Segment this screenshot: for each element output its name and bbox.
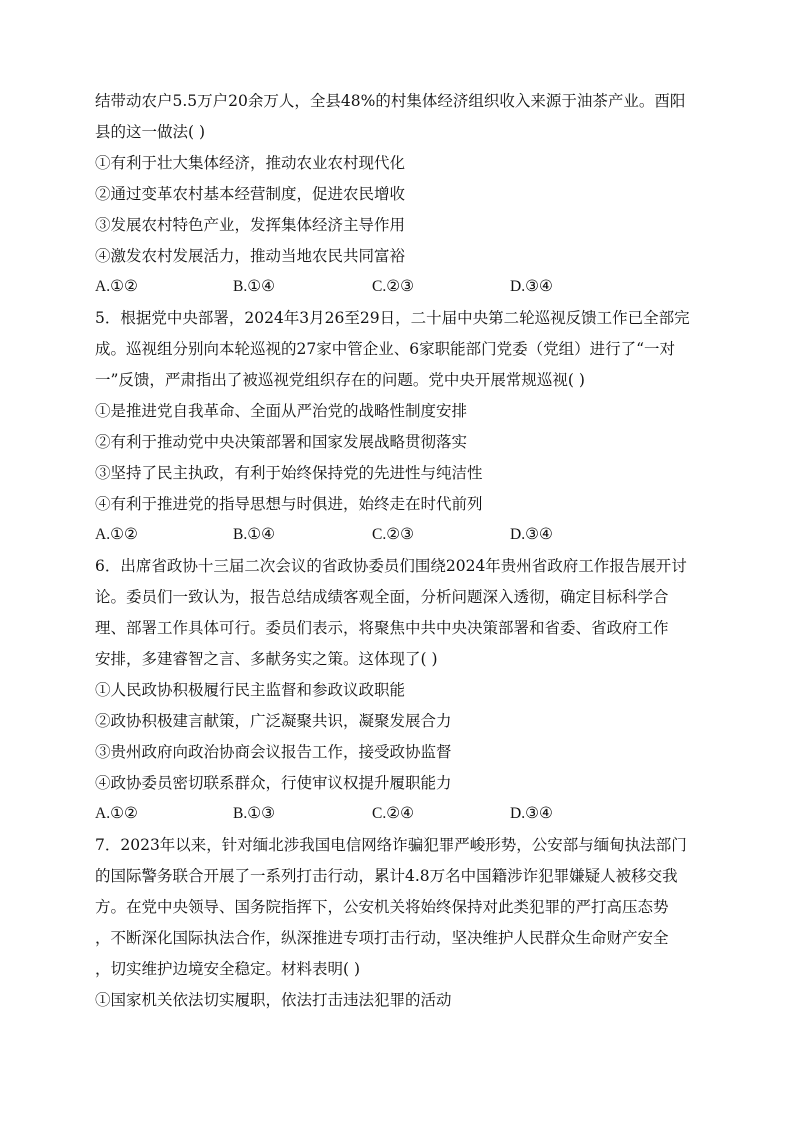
statement-option: ①有利于壮大集体经济，推动农业农村现代化 — [95, 154, 406, 172]
stem-line: 成。巡视组分别向本轮巡视的27家中管企业、6家职能部门党委（党组）进行了“一对 — [95, 340, 676, 358]
answer-choices — [95, 525, 710, 556]
question-5-stem — [95, 308, 710, 401]
question-6-stem — [95, 556, 710, 680]
stem-line: 安排，多建睿智之言、多献务实之策。这体现了( ) — [95, 650, 438, 668]
statement-option: ④有利于推进党的指导思想与时俱进，始终走在时代前列 — [95, 495, 483, 513]
stem-line: ，不断深化国际执法合作，纵深推进专项打击行动，坚决维护人民群众生命财产安全 — [95, 929, 669, 947]
choice-c[interactable]: C.②③ — [372, 278, 415, 295]
choice-d[interactable]: D.③④ — [510, 526, 553, 543]
stem-line: 的国际警务联合开展了一系列打击行动，累计4.8万名中国籍涉诈犯罪嫌疑人被移交我 — [95, 867, 678, 885]
choice-a[interactable]: A.①② — [95, 526, 138, 543]
statement-option: ④政协委员密切联系群众，行使审议权提升履职能力 — [95, 774, 452, 792]
question-6 — [95, 556, 710, 835]
stem-line: 一”反馈，严肃指出了被巡视党组织存在的问题。党中央开展常规巡视( ) — [95, 371, 585, 389]
stem-line: 7．2023年以来，针对缅北涉我国电信网络诈骗犯罪严峻形势，公安部与缅甸执法部门 — [95, 836, 687, 854]
statement-option: ②政协积极建言献策，广泛凝聚共识，凝聚发展合力 — [95, 712, 452, 730]
choice-c[interactable]: C.②④ — [372, 805, 415, 822]
answer-choices — [95, 277, 710, 308]
question-5 — [95, 308, 710, 556]
statement-option: ③坚持了民主执政，有利于始终保持党的先进性与纯洁性 — [95, 464, 483, 482]
statement-option: ④激发农村发展活力，推动当地农民共同富裕 — [95, 247, 406, 265]
statement-option: ③贵州政府向政治协商会议报告工作，接受政协监督 — [95, 743, 452, 761]
statement-option: ②通过变革农村基本经营制度，促进农民增收 — [95, 185, 406, 203]
exam-page — [95, 91, 710, 1021]
stem-line: 6．出席省政协十三届二次会议的省政协委员们围绕2024年贵州省政府工作报告展开讨 — [95, 557, 687, 575]
stem-line: 结带动农户5.5万户20余万人，全县48%的村集体经济组织收入来源于油茶产业。酉阳 — [95, 92, 686, 110]
stem-line: 县的这一做法( ) — [95, 123, 206, 141]
statement-option: ②有利于推动党中央决策部署和国家发展战略贯彻落实 — [95, 433, 468, 451]
statement-option: ①人民政协积极履行民主监督和参政议政职能 — [95, 681, 406, 699]
stem-line: 5．根据党中央部署，2024年3月26至29日，二十届中央第二轮巡视反馈工作已全部完 — [95, 309, 690, 327]
question-4-stem — [95, 91, 710, 153]
question-7 — [95, 835, 710, 1021]
statement-option: ①是推进党自我革命、全面从严治党的战略性制度安排 — [95, 402, 468, 420]
choice-b[interactable]: B.①③ — [233, 805, 276, 822]
stem-line: 论。委员们一致认为，报告总结成绩客观全面，分析问题深入透彻，确定目标科学合 — [95, 588, 669, 606]
choice-d[interactable]: D.③④ — [510, 278, 553, 295]
statement-option: ③发展农村特色产业，发挥集体经济主导作用 — [95, 216, 406, 234]
answer-choices — [95, 804, 710, 835]
choice-a[interactable]: A.①② — [95, 278, 138, 295]
choice-d[interactable]: D.③④ — [510, 805, 553, 822]
stem-line: 理、部署工作具体可行。委员们表示，将聚焦中共中央决策部署和省委、省政府工作 — [95, 619, 669, 637]
choice-b[interactable]: B.①④ — [233, 526, 276, 543]
statement-option: ①国家机关依法切实履职，依法打击违法犯罪的活动 — [95, 991, 452, 1009]
stem-line: ，切实维护边境安全稳定。材料表明( ) — [95, 960, 361, 978]
choice-a[interactable]: A.①② — [95, 805, 138, 822]
question-7-stem — [95, 835, 710, 990]
question-4 — [95, 91, 710, 308]
stem-line: 方。在党中央领导、国务院指挥下，公安机关将始终保持对此类犯罪的严打高压态势 — [95, 898, 669, 916]
choice-b[interactable]: B.①④ — [233, 278, 276, 295]
choice-c[interactable]: C.②③ — [372, 526, 415, 543]
